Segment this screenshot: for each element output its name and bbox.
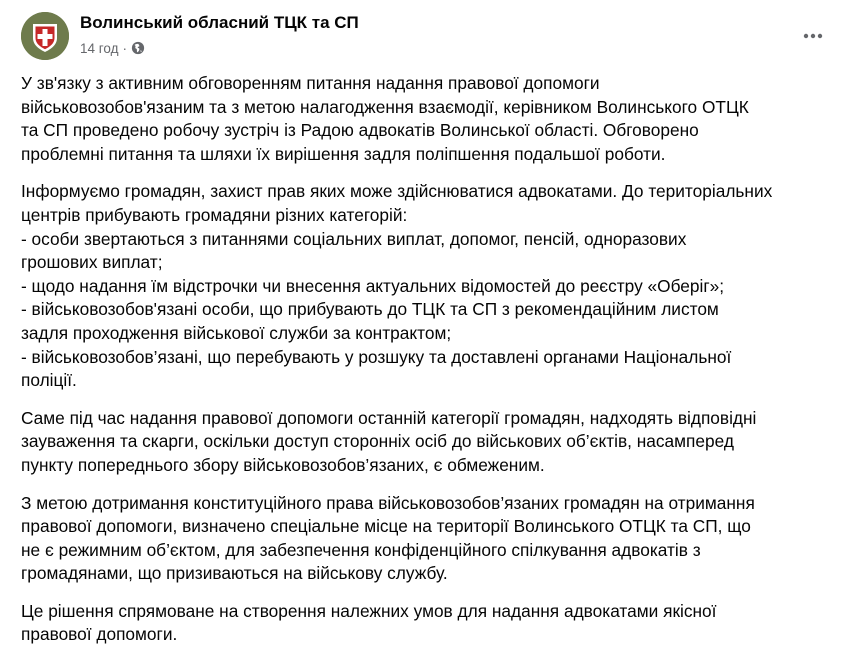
more-horizontal-icon xyxy=(803,33,823,39)
more-options-button[interactable] xyxy=(795,18,831,54)
post-body xyxy=(21,72,833,661)
page-name-link[interactable]: Волинський обласний ТЦК та СП xyxy=(80,13,359,32)
post-paragraph: Це рішення спрямоване на створення належних умов для надання адвокатами якісної правової допомоги. xyxy=(21,600,717,645)
post-paragraph: Інформуємо громадян, захист прав яких може здійснюватися адвокатами. До територіальних центрів прибувають громадяни різних категорій: - особи звертаються з питаннями соціальних виплат, допомог, пенсій, одноразових грошових виплат; - щодо надання їм відстрочки чи внесення актуальних відомостей до реєстру «Оберіг»; - військовозобов'язані особи, що прибувають до ТЦК та СП з рекомендаційним листом задля проходження військової служби за контрактом; - військовозобов’язані, що перебувають у розшуку та доставлені органами Національної поліції. xyxy=(21,181,773,391)
post-paragraph: У зв'язку з активним обговоренням питання надання правової допомоги військовозобов'язаним та з метою налагодження взаємодії, керівником Волинського ОТЦК та СП проведено робочу зустріч із Радою адвокатів Волинської області. Обговорено проблемні питання та шляхи їх вирішення задля поліпшення подальшої роботи. xyxy=(21,73,749,164)
meta-separator: · xyxy=(122,40,127,56)
page-avatar[interactable] xyxy=(21,12,69,60)
globe-icon[interactable] xyxy=(131,41,145,55)
post-timestamp[interactable]: 14 год xyxy=(80,40,119,56)
post-paragraph: Саме під час надання правової допомоги останній категорії громадян, надходять відповідні зауваження та скарги, оскільки доступ сторонніх осіб до військових об’єктів, насамперед пункту попереднього збору військовозобов’язаних, є обмеженим. xyxy=(21,407,757,475)
coat-of-arms-icon xyxy=(21,12,69,60)
post-meta xyxy=(80,39,145,57)
post-paragraph: З метою дотримання конституційного права військовозобов’язаних громадян на отримання правової допомоги, визначено спеціальне місце на території Волинського ОТЦК та СП, що не є режимним об’єктом, для забезпечення конфіденційного спілкування адвокатів з громадянами, що призиваються на військову службу. xyxy=(21,492,755,584)
post-header xyxy=(21,12,831,60)
